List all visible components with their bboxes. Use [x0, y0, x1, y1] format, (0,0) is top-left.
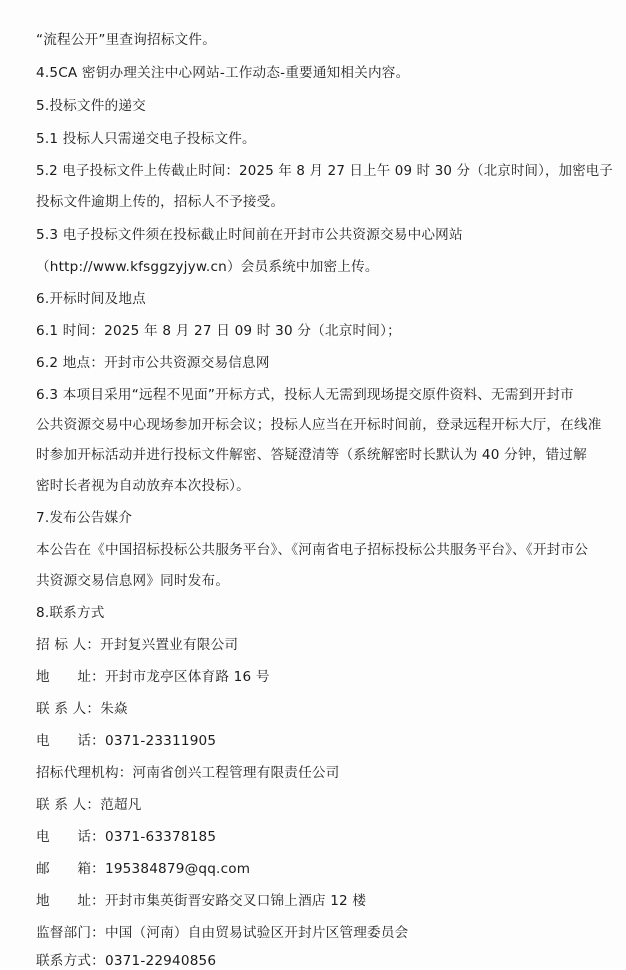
text-line: 公共资源交易中心现场参加开标会议；投标人应当在开标时间前，登录远程开标大厅，在线准 — [36, 417, 602, 433]
contact-line: 地 址：开封市龙亭区体育路 16 号 — [36, 669, 270, 685]
contact-line: 电 话：0371-23311905 — [36, 733, 217, 749]
text-line: 密时长者视为自动放弃本次投标）。 — [36, 478, 250, 494]
text-line: 6.3 本项目采用“远程不见面”开标方式，投标人无需到现场提交原件资料、无需到开封市 — [36, 387, 574, 403]
contact-line: 招标代理机构：河南省创兴工程管理有限责任公司 — [36, 765, 340, 781]
text-line: “流程公开”里查询招标文件。 — [36, 32, 217, 48]
section-heading: 5.投标文件的递交 — [36, 98, 146, 114]
contact-line: 地 址：开封市集英街晋安路交叉口锦上酒店 12 楼 — [36, 893, 367, 909]
text-line: 4.5CA 密钥办理关注中心网站-工作动态-重要通知相关内容。 — [36, 65, 410, 81]
text-line: 5.2 电子投标文件上传截止时间：2025 年 8 月 27 日上午 09 时 30 分（北京时间），加密电子 — [36, 164, 613, 179]
text-line: 6.1 时间：2025 年 8 月 27 日 09 时 30 分（北京时间）； — [36, 323, 401, 339]
text-line: （http://www.kfsggzyjyw.cn）会员系统中加密上传。 — [36, 259, 379, 275]
contact-line: 联系方式：0371-22940856 — [36, 953, 217, 969]
contact-line: 电 话：0371-63378185 — [36, 829, 217, 845]
contact-line: 联 系 人：朱焱 — [36, 701, 128, 717]
text-line: 投标文件逾期上传的，招标人不予接受。 — [36, 194, 285, 210]
text-line: 时参加开标活动并进行投标文件解密、答疑澄清等（系统解密时长默认为 40 分钟，错过解 — [36, 447, 587, 463]
section-heading: 7.发布公告媒介 — [36, 510, 133, 526]
contact-line: 联 系 人：范超凡 — [36, 797, 142, 813]
text-line: 本公告在《中国招标投标公共服务平台》、《河南省电子招标投标公共服务平台》、《开封市公 — [36, 542, 589, 558]
contact-line: 招 标 人：开封复兴置业有限公司 — [36, 637, 239, 653]
text-line: 5.3 电子投标文件须在投标截止时间前在开封市公共资源交易中心网站 — [36, 227, 463, 243]
text-line: 5.1 投标人只需递交电子投标文件。 — [36, 131, 256, 147]
text-line: 6.2 地点：开封市公共资源交易信息网 — [36, 355, 270, 371]
contact-line: 邮 箱：195384879@qq.com — [36, 861, 251, 877]
section-heading: 6.开标时间及地点 — [36, 291, 146, 307]
text-line: 共资源交易信息网》同时发布。 — [36, 573, 230, 589]
contact-line: 监督部门：中国（河南）自由贸易试验区开封片区管理委员会 — [36, 925, 409, 941]
section-heading: 8.联系方式 — [36, 605, 105, 621]
